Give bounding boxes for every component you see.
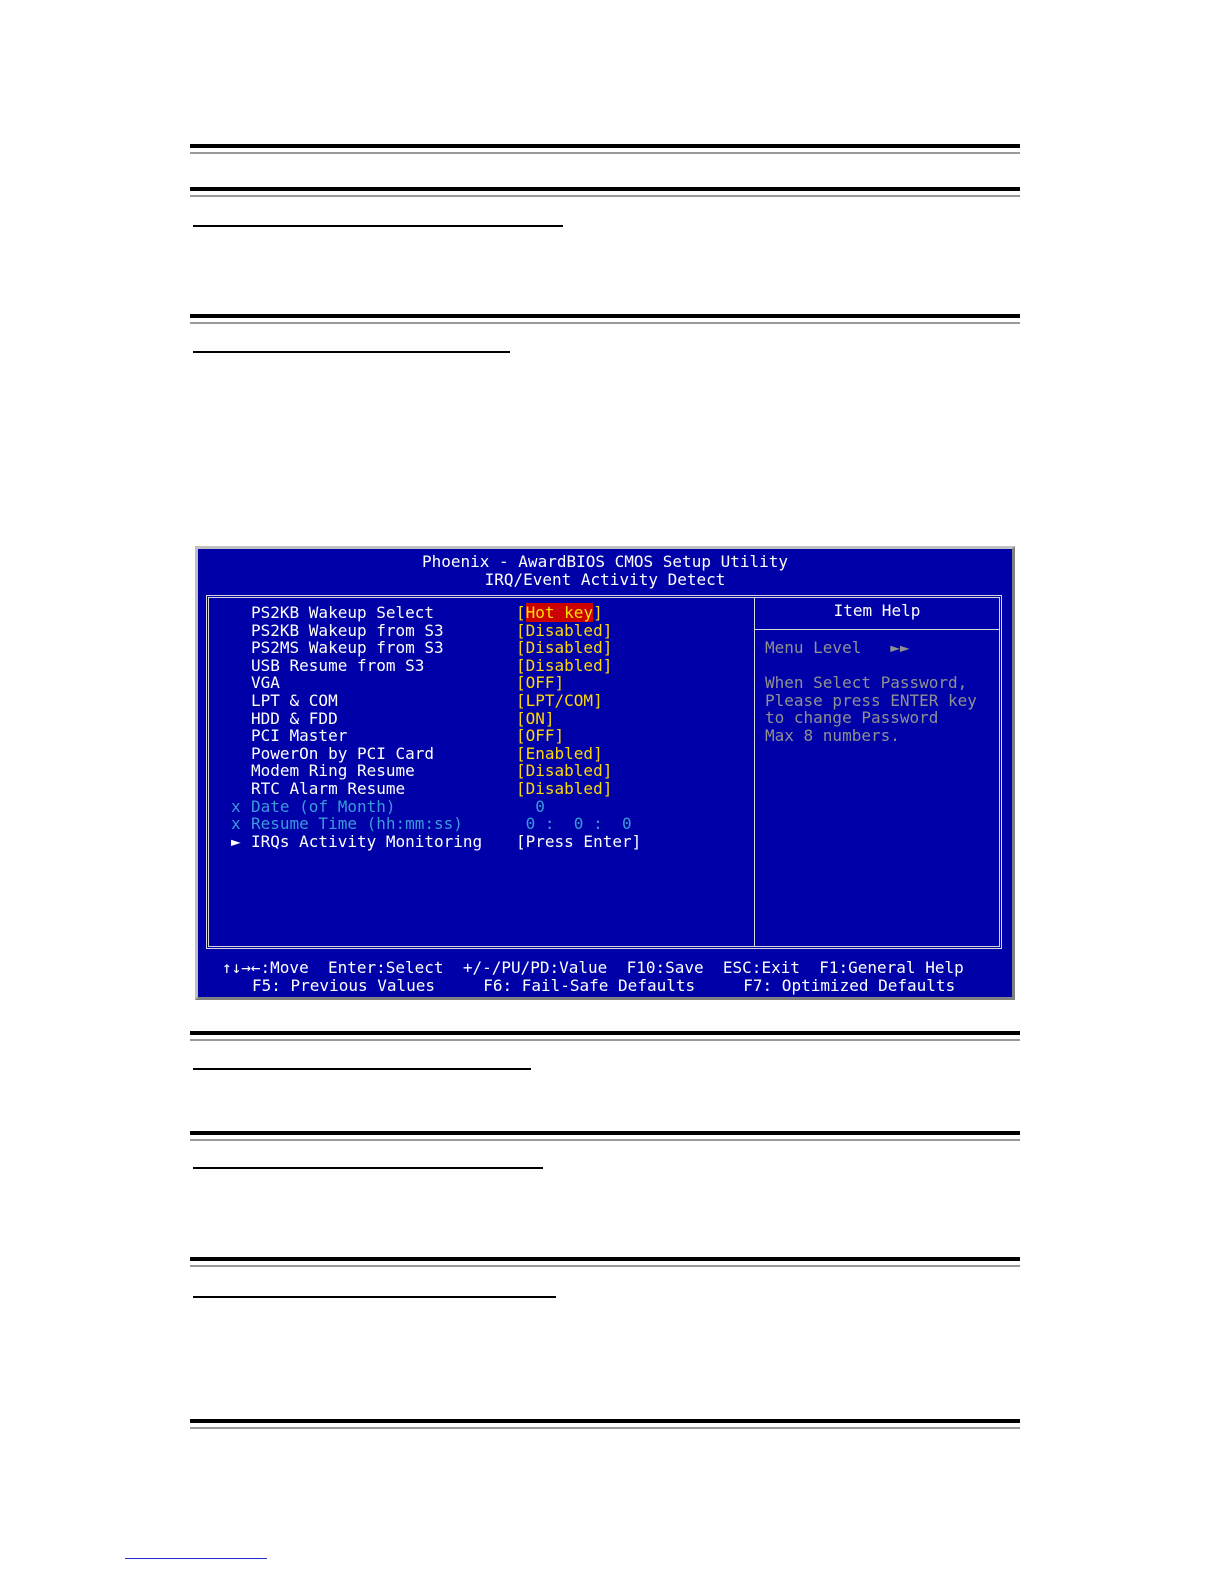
bios-main-frame [206, 595, 1002, 949]
setting-value[interactable]: [Disabled] [516, 620, 613, 640]
help-text-line: Please press ENTER key [765, 690, 977, 710]
setting-label: PS2MS Wakeup from S3 [251, 638, 444, 658]
setting-value[interactable]: [Disabled] [516, 638, 613, 658]
menu-level: Menu Level ►► [765, 638, 910, 657]
disabled-x-marker: x [231, 796, 241, 816]
setting-row[interactable] [231, 780, 405, 798]
help-title: Item Help [833, 601, 921, 620]
setting-value[interactable]: [Disabled] [516, 761, 613, 781]
section-rule [190, 1131, 1020, 1135]
section-rule [190, 1257, 1020, 1261]
setting-row[interactable] [231, 604, 434, 622]
setting-label: PowerOn by PCI Card [251, 743, 435, 763]
setting-row-disabled [231, 798, 396, 816]
setting-value[interactable]: [Disabled] [516, 655, 613, 675]
submenu-row[interactable] [231, 833, 482, 851]
heading-underline [193, 1068, 531, 1070]
setting-label: LPT & COM [251, 691, 338, 710]
help-text-line: When Select Password, [765, 673, 968, 692]
setting-label: PS2KB Wakeup Select [251, 603, 435, 622]
setting-row-disabled [231, 815, 463, 833]
bottom-rule [190, 1419, 1020, 1423]
setting-value[interactable]: [Hot key] [516, 603, 603, 622]
submenu-enter-button[interactable]: [Press Enter] [516, 831, 642, 851]
section-rule [190, 187, 1020, 191]
setting-value[interactable]: [Enabled] [516, 743, 603, 763]
panel-divider [754, 598, 755, 946]
setting-row[interactable] [231, 692, 338, 710]
heading-underline [193, 351, 510, 353]
footer-keys-line-1: ↑↓→←:Move Enter:Select +/-/PU/PD:Value F10:Save ESC:Exit F1:General Help [222, 958, 964, 977]
section-rule [190, 1031, 1020, 1035]
setting-label: HDD & FDD [251, 708, 338, 728]
setting-label: Date (of Month) [251, 796, 396, 816]
submenu-arrow-icon: ► [231, 831, 241, 851]
setting-label: PS2KB Wakeup from S3 [251, 620, 444, 640]
setting-row[interactable] [231, 639, 444, 657]
setting-label: PCI Master [251, 726, 348, 746]
heading-underline [193, 225, 563, 227]
setting-value: 0 [516, 796, 545, 816]
setting-value[interactable]: [ON] [516, 708, 555, 728]
setting-value[interactable]: [LPT/COM] [516, 691, 603, 710]
help-separator [755, 629, 999, 630]
setting-row[interactable] [231, 745, 434, 763]
selected-value-highlight: Hot key [525, 603, 594, 622]
footer-link-underline [125, 1558, 267, 1559]
disabled-x-marker: x [231, 814, 241, 834]
setting-row[interactable] [231, 710, 338, 728]
setting-value: 0 : 0 : 0 [516, 814, 632, 834]
setting-label: VGA [251, 673, 280, 693]
setting-value[interactable]: [Disabled] [516, 779, 613, 798]
help-text-line: Max 8 numbers. [765, 725, 900, 745]
setting-row[interactable] [231, 727, 347, 745]
setting-label: RTC Alarm Resume [251, 779, 406, 798]
setting-row[interactable] [231, 622, 444, 640]
setting-row[interactable] [231, 762, 415, 780]
setting-value[interactable]: [OFF] [516, 726, 565, 746]
bios-screenshot [195, 546, 1015, 1000]
heading-underline [193, 1296, 556, 1298]
section-rule [190, 314, 1020, 318]
setting-label: Modem Ring Resume [251, 761, 415, 781]
setting-label: Resume Time (hh:mm:ss) [251, 814, 463, 834]
setting-row[interactable] [231, 657, 424, 675]
bios-subtitle: IRQ/Event Activity Detect [484, 570, 726, 589]
setting-value[interactable]: [OFF] [516, 673, 565, 693]
heading-underline [193, 1167, 543, 1169]
top-rule [190, 144, 1020, 148]
bios-title: Phoenix - AwardBIOS CMOS Setup Utility [421, 552, 789, 571]
help-text-line: to change Password [765, 708, 939, 728]
setting-label: USB Resume from S3 [251, 655, 425, 675]
footer-keys-line-2: F5: Previous Values F6: Fail-Safe Defaults F7: Optimized Defaults [252, 976, 956, 995]
setting-row[interactable] [231, 674, 280, 692]
setting-label: IRQs Activity Monitoring [251, 831, 483, 851]
